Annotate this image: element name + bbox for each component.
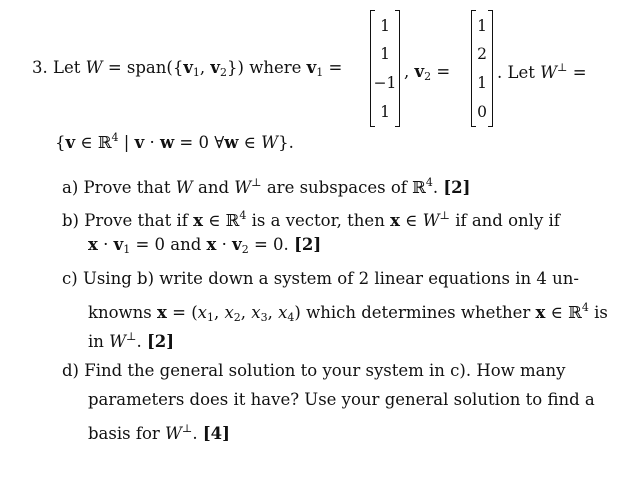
part-c-marks: [2] xyxy=(146,332,175,351)
part-b-R-sup: 4 xyxy=(239,209,247,222)
intro-sep-comma: , xyxy=(404,62,410,81)
part-b-l2-v2-sub: 2 xyxy=(241,243,249,256)
intro-v2-sub: 2 xyxy=(220,66,228,79)
intro-W-perp: W xyxy=(540,63,558,82)
intro-end xyxy=(497,58,587,83)
intro-eq2: = xyxy=(436,62,451,81)
set-in: ∈ xyxy=(80,133,93,152)
part-d-line-2 xyxy=(88,390,595,410)
part-a-text-1: Prove that xyxy=(83,178,171,197)
part-a-W: W xyxy=(175,178,193,197)
intro-v2: v xyxy=(210,58,221,77)
part-d-l3-text: basis for xyxy=(88,424,160,443)
intro-perp: ⊥ xyxy=(557,61,568,74)
part-b-l2-x: x xyxy=(88,235,98,254)
part-d-text-2: parameters does it have? Use your general solution to find a xyxy=(88,390,595,409)
part-b-text-1: Prove that if xyxy=(84,211,188,230)
set-bar: | xyxy=(123,133,130,152)
intro-v2b-sub: 2 xyxy=(424,70,432,83)
part-c-label: c) xyxy=(62,269,78,288)
part-b-text-3: if and only if xyxy=(455,211,560,230)
part-d-line-3 xyxy=(88,419,230,444)
intro-middle xyxy=(404,62,450,87)
part-c-l3-period: . xyxy=(136,332,142,351)
part-a-text-4: . xyxy=(432,178,439,197)
vector-v1-entry-3: −1 xyxy=(373,74,397,92)
part-c-l3-W: W xyxy=(109,332,127,351)
part-b-l2-v-sub: 1 xyxy=(123,243,131,256)
part-c-x4-sub: 4 xyxy=(287,311,295,324)
part-a-text-2: and xyxy=(197,178,230,197)
vector-v2-entry-4: 0 xyxy=(477,103,487,121)
intro-let2: Let xyxy=(507,63,535,82)
part-b-x2: x xyxy=(390,211,400,230)
part-b-l2-and: and xyxy=(170,235,202,254)
intro-v1b-sub: 1 xyxy=(316,66,324,79)
part-b-in: ∈ xyxy=(208,211,221,230)
intro-let: Let xyxy=(53,58,81,77)
set-forall: ∀ xyxy=(214,133,225,152)
set-w2: w xyxy=(224,133,239,152)
part-b-W: W xyxy=(422,211,440,230)
problem-number: 3. xyxy=(32,58,48,77)
vector-v2-entry-3: 1 xyxy=(477,74,487,92)
part-c-x3-sub: 3 xyxy=(260,311,268,324)
set-R-sup: 4 xyxy=(111,131,119,144)
part-c-x2-sub: 2 xyxy=(233,311,241,324)
part-c-x4: x xyxy=(278,303,288,322)
vector-v1-entry-2: 1 xyxy=(380,45,390,63)
set-definition xyxy=(55,128,294,153)
part-d-label: d) xyxy=(62,361,79,380)
part-a-R: ℝ xyxy=(412,178,426,197)
part-c-x: x xyxy=(157,303,167,322)
part-c-line-3 xyxy=(88,327,174,352)
intro-where: where xyxy=(249,58,302,77)
part-c-x3: x xyxy=(251,303,261,322)
part-c-xb: x xyxy=(535,303,546,322)
part-b-label: b) xyxy=(62,211,79,230)
part-c-R-sup: 4 xyxy=(581,301,589,314)
intro-period: . xyxy=(497,63,503,82)
vector-v2-entry-1: 1 xyxy=(477,17,487,35)
vector-v1-entry-4: 1 xyxy=(380,103,390,121)
part-c-close: ) xyxy=(294,303,301,322)
part-c-line-1 xyxy=(62,269,579,289)
set-dot: · xyxy=(149,133,155,152)
intro-v1-sub: 1 xyxy=(192,66,200,79)
part-a xyxy=(62,173,470,198)
set-W: W xyxy=(261,133,279,152)
part-d-marks: [4] xyxy=(202,424,230,443)
part-a-R-sup: 4 xyxy=(425,176,433,189)
part-b-line-2 xyxy=(88,235,321,260)
intro-W: W xyxy=(85,58,103,77)
intro-v1b: v xyxy=(306,58,317,77)
part-b-marks: [2] xyxy=(294,235,322,254)
part-b-l2-x2: x xyxy=(206,235,217,254)
part-a-marks: [2] xyxy=(443,178,471,197)
part-c-l3-in: in xyxy=(88,332,104,351)
part-b-l2-dot2: · xyxy=(221,235,227,254)
part-c-knowns: knowns xyxy=(88,303,152,322)
part-c-x1-sub: 1 xyxy=(206,311,214,324)
vector-v1-entry-1: 1 xyxy=(380,17,390,35)
intro-eq-span: = span({ xyxy=(107,58,184,77)
intro-comma: , xyxy=(199,58,211,77)
part-c-text-1: Using b) write down a system of 2 linear equations in 4 un- xyxy=(82,269,579,288)
intro-v1: v xyxy=(183,58,193,77)
part-c-eq: = ( xyxy=(172,303,198,322)
part-a-text-3: are subspaces of xyxy=(266,178,407,197)
part-b-l2-dot: · xyxy=(103,235,109,254)
vector-v2 xyxy=(471,10,493,127)
part-d-text-1: Find the general solution to your system in c). How many xyxy=(84,361,566,380)
part-b-line-1 xyxy=(62,206,560,231)
problem-intro-line xyxy=(32,58,342,83)
part-d-l3-period: . xyxy=(192,424,198,443)
part-a-perp: ⊥ xyxy=(251,176,262,189)
part-d-line-1 xyxy=(62,361,565,381)
part-b-in2: ∈ xyxy=(405,211,418,230)
part-b-x: x xyxy=(193,211,203,230)
set-open-brace: { xyxy=(55,133,66,152)
part-d-l3-perp: ⊥ xyxy=(182,422,193,435)
intro-v2b: v xyxy=(414,62,425,81)
intro-eq3: = xyxy=(572,63,587,82)
part-c-line-2: knowns $x = (x_1$, $x_2$, $x_3$, $x_4$) which determines whether x ∈ ℝ$^4$ is xyxy=(88,301,608,324)
intro-close-span: }) xyxy=(227,58,244,77)
set-v2: v xyxy=(134,133,145,152)
intro-eq: = xyxy=(328,58,343,77)
set-eqzero: = 0 xyxy=(179,133,209,152)
vector-v1 xyxy=(370,10,400,127)
part-b-perp: ⊥ xyxy=(439,209,450,222)
part-b-R: ℝ xyxy=(225,211,240,230)
part-c-x1: x xyxy=(197,303,207,322)
part-c-x2: x xyxy=(224,303,234,322)
part-b-l2-eq: = 0 xyxy=(135,235,166,254)
part-c-is: is xyxy=(594,303,608,322)
part-c-l3-perp: ⊥ xyxy=(126,330,137,343)
part-c-in: ∈ xyxy=(550,303,563,322)
part-b-l2-v2: v xyxy=(232,235,242,254)
set-R: ℝ xyxy=(97,133,112,152)
part-b-l2-eq2: = 0. xyxy=(253,235,289,254)
set-w: w xyxy=(159,133,175,152)
part-c-text-2: which determines whether xyxy=(306,303,531,322)
set-v: v xyxy=(65,133,76,152)
part-c-R: ℝ xyxy=(568,303,582,322)
set-close: }. xyxy=(278,133,294,152)
part-a-W2: W xyxy=(234,178,252,197)
part-b-l2-v: v xyxy=(113,235,124,254)
part-b-text-2: is a vector, then xyxy=(251,211,385,230)
part-d-l3-W: W xyxy=(165,424,183,443)
vector-v2-entry-2: 2 xyxy=(477,45,487,63)
set-in2: ∈ xyxy=(243,133,256,152)
part-a-label: a) xyxy=(62,178,79,197)
